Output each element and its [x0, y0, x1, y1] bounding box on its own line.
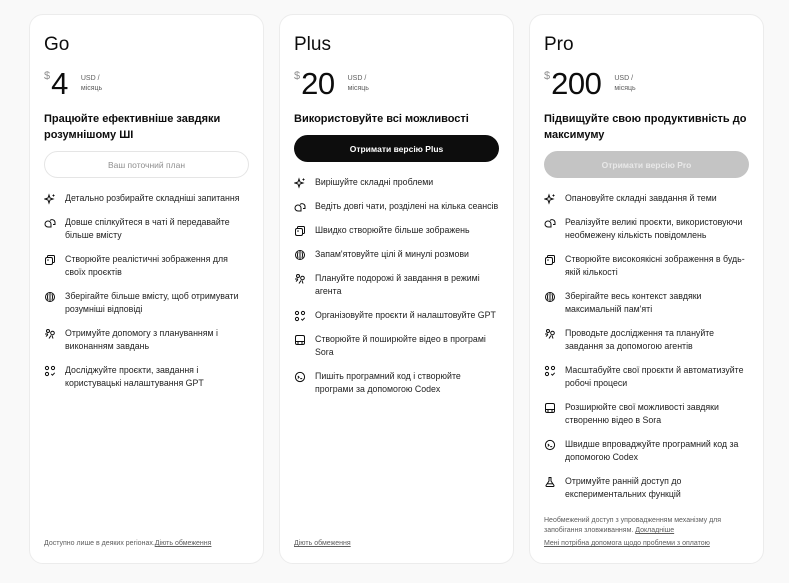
- feature-item: [544, 290, 749, 316]
- agent-icon: [544, 328, 556, 340]
- feature-item: [294, 248, 499, 261]
- feature-text: Реалізуйте великі проєкти, використовуючи необмежену кількість повідомлень: [565, 217, 743, 240]
- plan-tagline: Підвищуйте свою продуктивність до максимуму: [544, 113, 747, 141]
- projects-grid-icon: [44, 365, 56, 377]
- memory-icon: [44, 291, 56, 303]
- period-unit: місяць: [80, 85, 103, 92]
- feature-text: Ведіть довгі чати, розділені на кілька сеансів: [315, 201, 499, 211]
- currency-symbol: $: [544, 70, 551, 82]
- footer-note: Доступно лише в деяких регіонах.: [44, 540, 155, 547]
- billing-help-link[interactable]: Мені потрібна допомога щодо проблеми з оплатою: [544, 540, 710, 547]
- price-period: [614, 74, 635, 94]
- feature-text: Пишіть програмний код і створюйте програми за допомогою Codex: [315, 371, 461, 394]
- feature-item: [294, 309, 499, 322]
- feature-item: [294, 333, 499, 359]
- feature-item: [44, 290, 249, 316]
- feature-text: Швидше впроваджуйте програмний код за допомогою Codex: [565, 439, 739, 462]
- price: [44, 67, 249, 101]
- feature-text: Отримуйте ранній доступ до експериментальних функцій: [565, 476, 682, 499]
- price-amount: 20: [301, 66, 335, 101]
- feature-item: [44, 253, 249, 279]
- feature-list: [294, 176, 499, 396]
- feature-text: Створюйте високоякісні зображення в будь-якій кількості: [565, 254, 745, 277]
- plan-name: Go: [44, 34, 70, 55]
- card-footer: [294, 539, 503, 549]
- feature-list: [44, 192, 249, 390]
- feature-text: Зберігайте більше вмісту, щоб отримувати розумніші відповіді: [65, 291, 239, 314]
- price: [294, 67, 499, 101]
- chat-bubbles-icon: [544, 217, 556, 229]
- price-period: [81, 74, 102, 94]
- feature-text: Запам'ятовуйте цілі й минулі розмови: [315, 249, 469, 259]
- feature-item: [544, 192, 749, 205]
- period-currency: USD /: [347, 75, 367, 82]
- plan-card-pro: [529, 14, 764, 564]
- feature-text: Створюйте й поширюйте відео в програмі Sora: [315, 334, 486, 357]
- period-unit: місяць: [347, 85, 369, 92]
- currency-symbol: $: [294, 70, 301, 82]
- agent-icon: [44, 328, 56, 340]
- limits-apply-link[interactable]: Діють обмеження: [154, 540, 212, 547]
- projects-grid-icon: [294, 310, 306, 322]
- plan-tagline: Використовуйте всі можливості: [294, 113, 469, 125]
- price: [544, 67, 749, 101]
- feature-text: Вирішуйте складні проблеми: [315, 177, 434, 187]
- feature-text: Створюйте реалістичні зображення для своїх проєктів: [65, 254, 228, 277]
- image-stack-icon: [294, 225, 306, 237]
- card-footer: [544, 516, 753, 549]
- feature-text: Швидко створюйте більше зображень: [315, 225, 470, 235]
- feature-item: [544, 216, 749, 242]
- memory-icon: [294, 249, 306, 261]
- feature-text: Розширюйте свої можливості завдяки створенню відео в Sora: [565, 402, 719, 425]
- memory-icon: [544, 291, 556, 303]
- card-footer: [44, 539, 253, 549]
- feature-item: [544, 364, 749, 390]
- feature-text: Проводьте дослідження та плануйте завдання за допомогою агентів: [565, 328, 715, 351]
- feature-item: [294, 224, 499, 237]
- feature-text: Організовуйте проєкти й налаштовуйте GPT: [315, 310, 496, 320]
- currency-symbol: $: [44, 70, 51, 82]
- price-amount: 200: [551, 66, 602, 101]
- plan-tagline: Працюйте ефективніше завдяки розумнішому ШІ: [44, 113, 221, 141]
- agent-icon: [294, 273, 306, 285]
- plan-name: Plus: [294, 34, 331, 55]
- current-plan-button[interactable]: Ваш поточний план: [44, 151, 249, 178]
- feature-item: [44, 327, 249, 353]
- footer-note: Необмежений доступ з упровадженням механізму для запобігання зловживанням.: [544, 517, 722, 534]
- sparkle-icon: [294, 177, 306, 189]
- period-currency: USD /: [614, 75, 634, 82]
- price-period: [348, 74, 369, 94]
- feature-item: [544, 327, 749, 353]
- feature-item: [544, 253, 749, 279]
- feature-text: Зберігайте весь контекст завдяки максимальній пам'яті: [565, 291, 702, 314]
- codex-icon: [294, 371, 306, 383]
- feature-text: Отримуйте допомогу з плануванням і виконанням завдань: [65, 328, 218, 351]
- sparkle-icon: [544, 193, 556, 205]
- plan-card-go: [29, 14, 264, 564]
- feature-item: [544, 475, 749, 501]
- sparkle-icon: [44, 193, 56, 205]
- feature-text: Довше спілкуйтеся в чаті й передавайте більше вмісту: [65, 217, 230, 240]
- period-unit: місяць: [614, 85, 636, 92]
- feature-item: [294, 370, 499, 396]
- plan-card-plus: [279, 14, 514, 564]
- learn-more-link[interactable]: Докладніше: [635, 527, 675, 534]
- period-currency: USD /: [80, 75, 100, 82]
- feature-text: Опановуйте складні завдання й теми: [565, 193, 717, 203]
- projects-grid-icon: [544, 365, 556, 377]
- chat-bubbles-icon: [294, 201, 306, 213]
- feature-text: Масштабуйте свої проєкти й автоматизуйте робочі процеси: [565, 365, 744, 388]
- image-stack-icon: [44, 254, 56, 266]
- feature-item: [294, 272, 499, 298]
- plan-name: Pro: [544, 34, 574, 55]
- feature-item: [44, 192, 249, 205]
- get-plus-button[interactable]: Отримати версію Plus: [294, 135, 499, 162]
- codex-icon: [544, 439, 556, 451]
- feature-text: Плануйте подорожі й завдання в режимі агента: [315, 273, 480, 296]
- chat-bubbles-icon: [44, 217, 56, 229]
- feature-item: [294, 200, 499, 213]
- video-icon: [544, 402, 556, 414]
- get-pro-button[interactable]: Отримати версію Pro: [544, 151, 749, 178]
- limits-apply-link[interactable]: Діють обмеження: [294, 540, 351, 547]
- feature-text: Досліджуйте проєкти, завдання і користувацькі налаштування GPT: [65, 365, 204, 388]
- flask-icon: [544, 476, 556, 488]
- feature-item: [544, 438, 749, 464]
- feature-list: [544, 192, 749, 501]
- feature-item: [44, 216, 249, 242]
- feature-item: [544, 401, 749, 427]
- price-amount: 4: [51, 66, 68, 101]
- image-stack-icon: [544, 254, 556, 266]
- feature-item: [44, 364, 249, 390]
- feature-item: [294, 176, 499, 189]
- video-icon: [294, 334, 306, 346]
- feature-text: Детально розбирайте складніші запитання: [65, 193, 240, 203]
